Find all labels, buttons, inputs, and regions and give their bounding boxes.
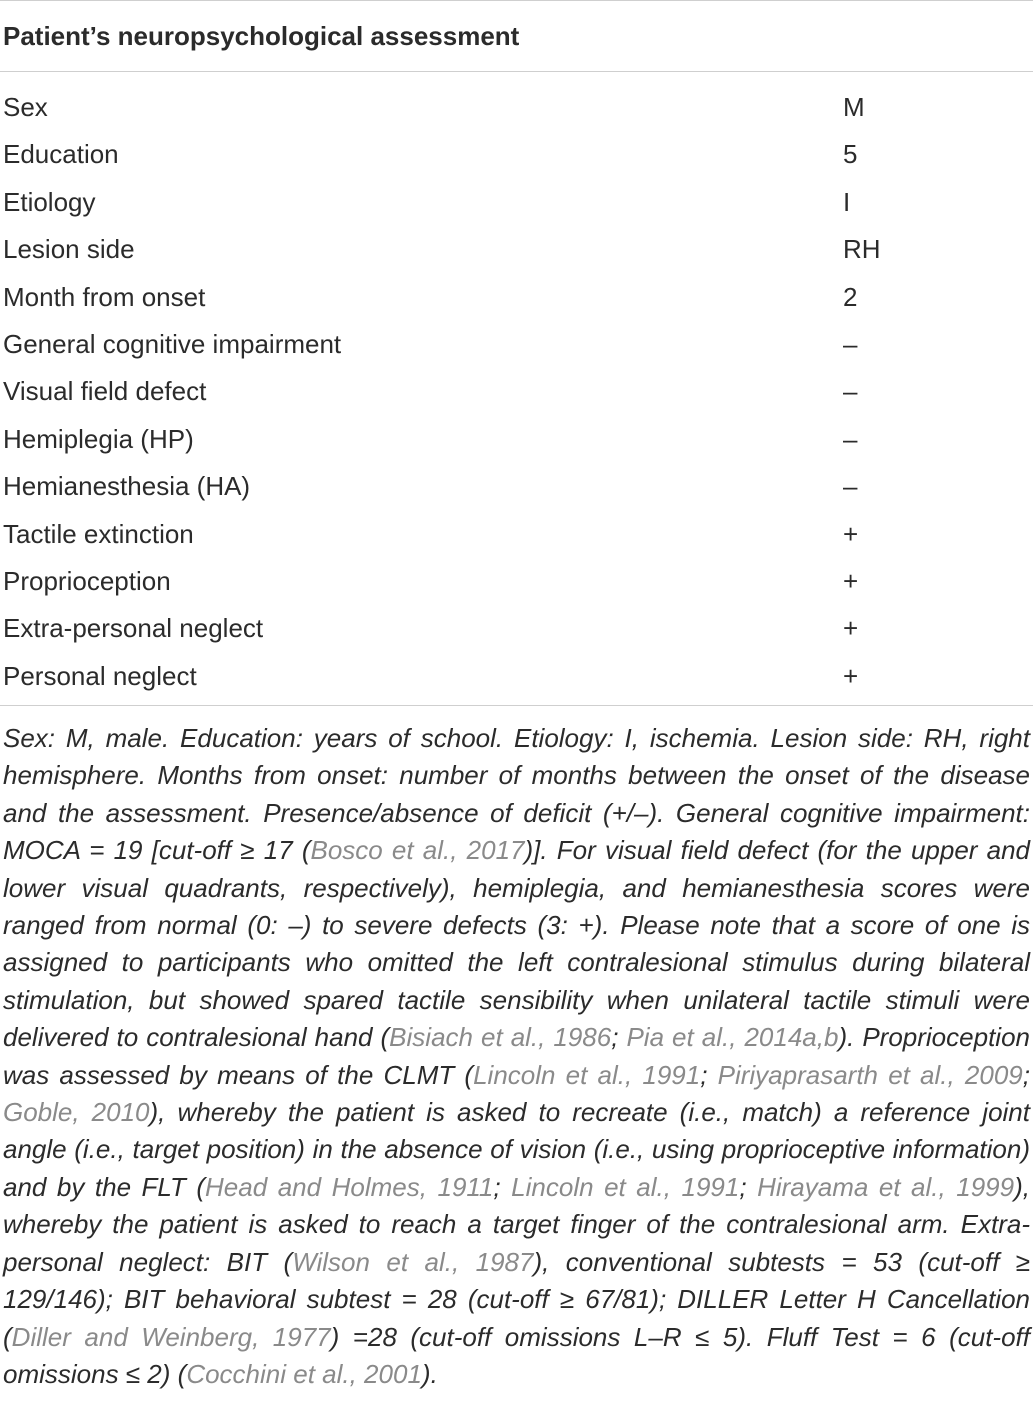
table-row: [0, 274, 1033, 321]
row-label: Proprioception: [3, 565, 171, 596]
row-label: Tactile extinction: [3, 518, 194, 549]
row-value: –: [843, 471, 858, 502]
footnote-text: )]. For visual field defect (for the upper and lower visual quadrants, respectively), hemiplegia, and hemianesthesia scores were ranged from normal (0: –) to severe defects (3: +). Please note that a score of one is assigned to participants who omitted the left contralesional stimulus during bilateral stimulation, but showed spared tactile sensibility when unilateral tactile stimuli were delivered to contralesional hand (: [3, 835, 1031, 1053]
row-label: General cognitive impairment: [3, 328, 342, 359]
row-value: I: [843, 186, 851, 217]
row-label: Hemiplegia (HP): [3, 423, 194, 454]
table-row: [0, 84, 1033, 131]
table-top-rule: [0, 0, 1033, 1]
row-value: 5: [843, 139, 858, 170]
row-label: Visual field defect: [3, 376, 207, 407]
row-label: Etiology: [3, 186, 96, 217]
citation-link[interactable]: Lincoln et al., 1991: [473, 1059, 701, 1090]
table-row: [0, 605, 1033, 652]
footnote-text: ) =28 (cut-off omissions L–R ≤ 5). Fluff Test = 6 (cut-off omissions ≤ 2) (: [3, 1321, 1030, 1389]
table-row: [0, 368, 1033, 415]
table-body: [0, 84, 1033, 700]
table-row: [0, 131, 1033, 178]
citation-link[interactable]: Lincoln et al., 1991: [511, 1171, 740, 1202]
row-value: +: [843, 518, 859, 549]
citation-link[interactable]: Diller and Weinberg, 1977: [11, 1321, 331, 1352]
row-label: Lesion side: [3, 234, 135, 265]
table-row: [0, 463, 1033, 510]
table-row: [0, 653, 1033, 700]
row-label: Extra-personal neglect: [3, 613, 264, 644]
footnote-text: ;: [611, 1022, 627, 1053]
row-value: –: [843, 376, 858, 407]
row-value: +: [843, 565, 859, 596]
footnote-text: ;: [739, 1171, 758, 1202]
citation-link[interactable]: Pia et al., 2014a,b: [626, 1022, 839, 1053]
row-label: Education: [3, 139, 119, 170]
footnote-text: ;: [700, 1059, 718, 1090]
citation-link[interactable]: Bosco et al., 2017: [310, 835, 525, 866]
table-bottom-rule: [0, 705, 1033, 706]
footnote-text: Sex: M, male. Education: years of school. Etiology: I, ischemia. Lesion side: RH, right hemisphere. Months from onset: number of months between the onset of the disease and the assessment. Presence/absence of deficit (+/–). General cognitive impairment: MOCA = 19 [cut-off ≥ 17 (: [3, 723, 1030, 866]
table-row: [0, 558, 1033, 605]
table-row: [0, 321, 1033, 368]
row-value: +: [843, 613, 859, 644]
citation-link[interactable]: Goble, 2010: [3, 1097, 150, 1128]
header-rule: [0, 71, 1033, 72]
footnote-text: ;: [493, 1171, 512, 1202]
footnote-text: ;: [1022, 1059, 1030, 1090]
footnote-text: ), whereby the patient is asked to recreate (i.e., match) a reference joint angle (i.e., target position) in the absence of vision (i.e., using proprioceptive information) and by the FLT (: [3, 1097, 1030, 1202]
row-value: M: [843, 92, 865, 122]
table-footnote: [3, 720, 1030, 1393]
citation-link[interactable]: Bisiach et al., 1986: [389, 1022, 612, 1053]
citation-link[interactable]: Head and Holmes, 1911: [205, 1171, 494, 1202]
citation-link[interactable]: Piriyaprasarth et al., 2009: [717, 1059, 1023, 1090]
table-row: [0, 511, 1033, 558]
row-value: RH: [843, 234, 881, 265]
table-row: [0, 179, 1033, 226]
footnote-text: ).: [421, 1358, 438, 1389]
row-value: –: [843, 423, 858, 454]
row-label: Personal neglect: [3, 660, 197, 691]
table-row: [0, 226, 1033, 273]
row-label: Hemianesthesia (HA): [3, 471, 251, 502]
footnote-text: ), conventional subtests = 53 (cut-off ≥ 129/146); BIT behavioral subtest = 28 (cut-off ≥ 67/81); DILLER Letter H Cancellation (: [3, 1246, 1031, 1352]
citation-link[interactable]: Hirayama et al., 1999: [757, 1171, 1015, 1202]
table-header: Patient’s neuropsychological assessment: [3, 21, 520, 51]
footnote-text: ), whereby the patient is asked to reach a target finger of the contralesional arm. Extra-personal neglect: BIT (: [3, 1171, 1030, 1277]
footnote-text: ). Proprioception was assessed by means of the CLMT (: [3, 1022, 1030, 1090]
citation-link[interactable]: Wilson et al., 1987: [292, 1246, 534, 1277]
row-label: Month from onset: [3, 281, 206, 312]
row-value: 2: [843, 281, 858, 312]
row-value: +: [843, 660, 859, 691]
row-value: –: [843, 328, 858, 359]
row-label: Sex: [3, 92, 48, 122]
table-row: [0, 416, 1033, 463]
citation-link[interactable]: Cocchini et al., 2001: [186, 1358, 422, 1389]
